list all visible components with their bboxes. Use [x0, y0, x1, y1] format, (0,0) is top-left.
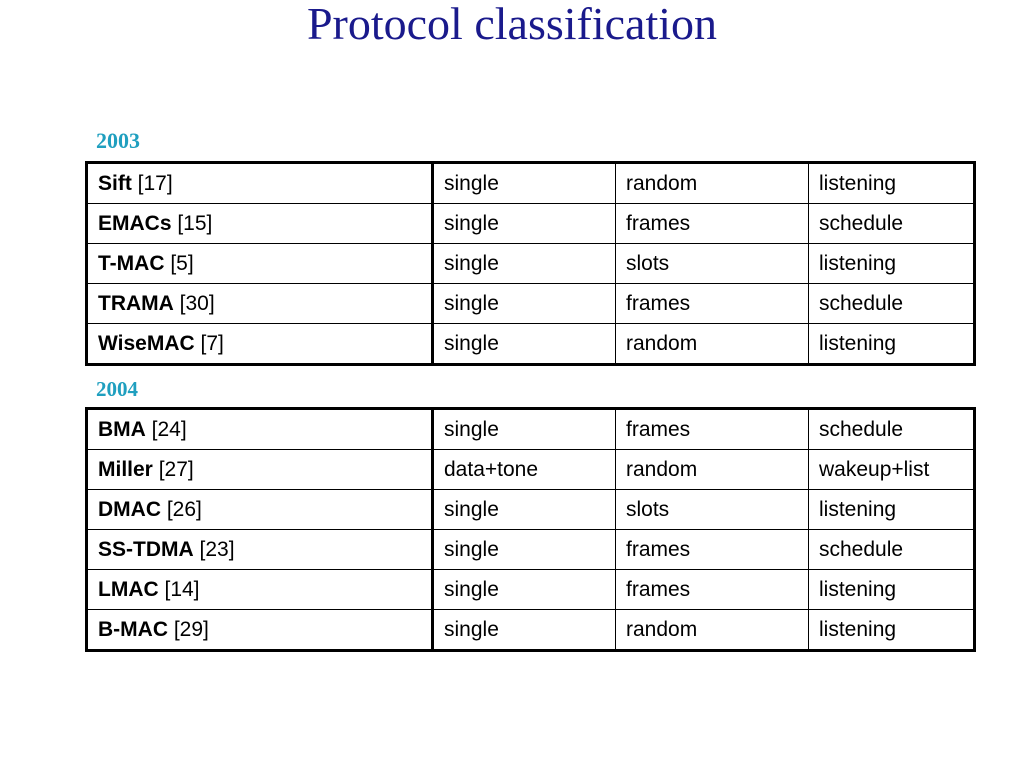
channel-cell: single — [433, 409, 616, 450]
channel-cell: single — [433, 204, 616, 244]
sync-cell: wakeup+list — [809, 450, 975, 490]
table-row — [87, 610, 975, 651]
channel-cell: data+tone — [433, 450, 616, 490]
protocol-name-cell — [87, 490, 433, 530]
protocol-reference: [24] — [145, 417, 187, 441]
channel-cell: single — [433, 530, 616, 570]
protocol-name-cell — [87, 284, 433, 324]
access-cell: frames — [616, 570, 809, 610]
protocol-name-cell — [87, 450, 433, 490]
sync-cell: listening — [809, 610, 975, 651]
protocol-name-cell — [87, 530, 433, 570]
protocol-name: EMACs — [98, 211, 172, 235]
protocol-table-2004 — [85, 407, 976, 652]
channel-cell: single — [433, 284, 616, 324]
channel-cell: single — [433, 244, 616, 284]
access-cell: random — [616, 163, 809, 204]
access-cell: slots — [616, 244, 809, 284]
protocol-name: SS-TDMA — [98, 537, 194, 561]
access-cell: random — [616, 450, 809, 490]
protocol-name-cell — [87, 409, 433, 450]
table-row — [87, 530, 975, 570]
channel-cell: single — [433, 324, 616, 365]
access-cell: frames — [616, 204, 809, 244]
table-row — [87, 490, 975, 530]
protocol-name-cell — [87, 570, 433, 610]
page-title: Protocol classification — [306, 0, 718, 49]
protocol-name-cell — [87, 324, 433, 365]
sync-cell: listening — [809, 244, 975, 284]
protocol-name: Miller — [98, 457, 153, 481]
protocol-reference: [15] — [171, 211, 213, 235]
sync-cell: schedule — [809, 530, 975, 570]
protocol-reference: [27] — [152, 457, 194, 481]
protocol-reference: [5] — [164, 251, 194, 275]
channel-cell: single — [433, 490, 616, 530]
protocol-reference: [7] — [194, 331, 224, 355]
protocol-name-cell — [87, 204, 433, 244]
protocol-name: BMA — [98, 417, 146, 441]
protocol-name-cell — [87, 163, 433, 204]
sync-cell: listening — [809, 570, 975, 610]
protocol-name: TRAMA — [98, 291, 174, 315]
protocol-name: Sift — [98, 171, 132, 195]
sync-cell: schedule — [809, 409, 975, 450]
access-cell: random — [616, 324, 809, 365]
protocol-name: B-MAC — [98, 617, 168, 641]
table-row — [87, 163, 975, 204]
protocol-reference: [26] — [161, 497, 202, 521]
access-cell: frames — [616, 284, 809, 324]
table-row — [87, 204, 975, 244]
protocol-reference: [30] — [173, 291, 215, 315]
table-row — [87, 409, 975, 450]
access-cell: slots — [616, 490, 809, 530]
year-label-2003: 2003 — [96, 128, 140, 153]
access-cell: random — [616, 610, 809, 651]
protocol-name: T-MAC — [98, 251, 165, 275]
access-cell: frames — [616, 530, 809, 570]
channel-cell: single — [433, 163, 616, 204]
sync-cell: listening — [809, 490, 975, 530]
table-row — [87, 324, 975, 365]
sync-cell: listening — [809, 324, 975, 365]
protocol-name: WiseMAC — [98, 331, 195, 355]
sync-cell: schedule — [809, 204, 975, 244]
sync-cell: schedule — [809, 284, 975, 324]
protocol-name-cell — [87, 610, 433, 651]
access-cell: frames — [616, 409, 809, 450]
protocol-name-cell — [87, 244, 433, 284]
protocol-reference: [29] — [167, 617, 209, 641]
protocol-table-2003 — [85, 161, 976, 366]
sync-cell: listening — [809, 163, 975, 204]
table-row — [87, 244, 975, 284]
channel-cell: single — [433, 570, 616, 610]
protocol-name: DMAC — [98, 497, 161, 521]
protocol-reference: [17] — [131, 171, 173, 195]
protocol-reference: [14] — [158, 577, 200, 601]
table-row — [87, 570, 975, 610]
year-label-2004: 2004 — [96, 377, 138, 401]
protocol-reference: [23] — [193, 537, 235, 561]
table-row — [87, 450, 975, 490]
table-row — [87, 284, 975, 324]
protocol-name: LMAC — [98, 577, 159, 601]
channel-cell: single — [433, 610, 616, 651]
